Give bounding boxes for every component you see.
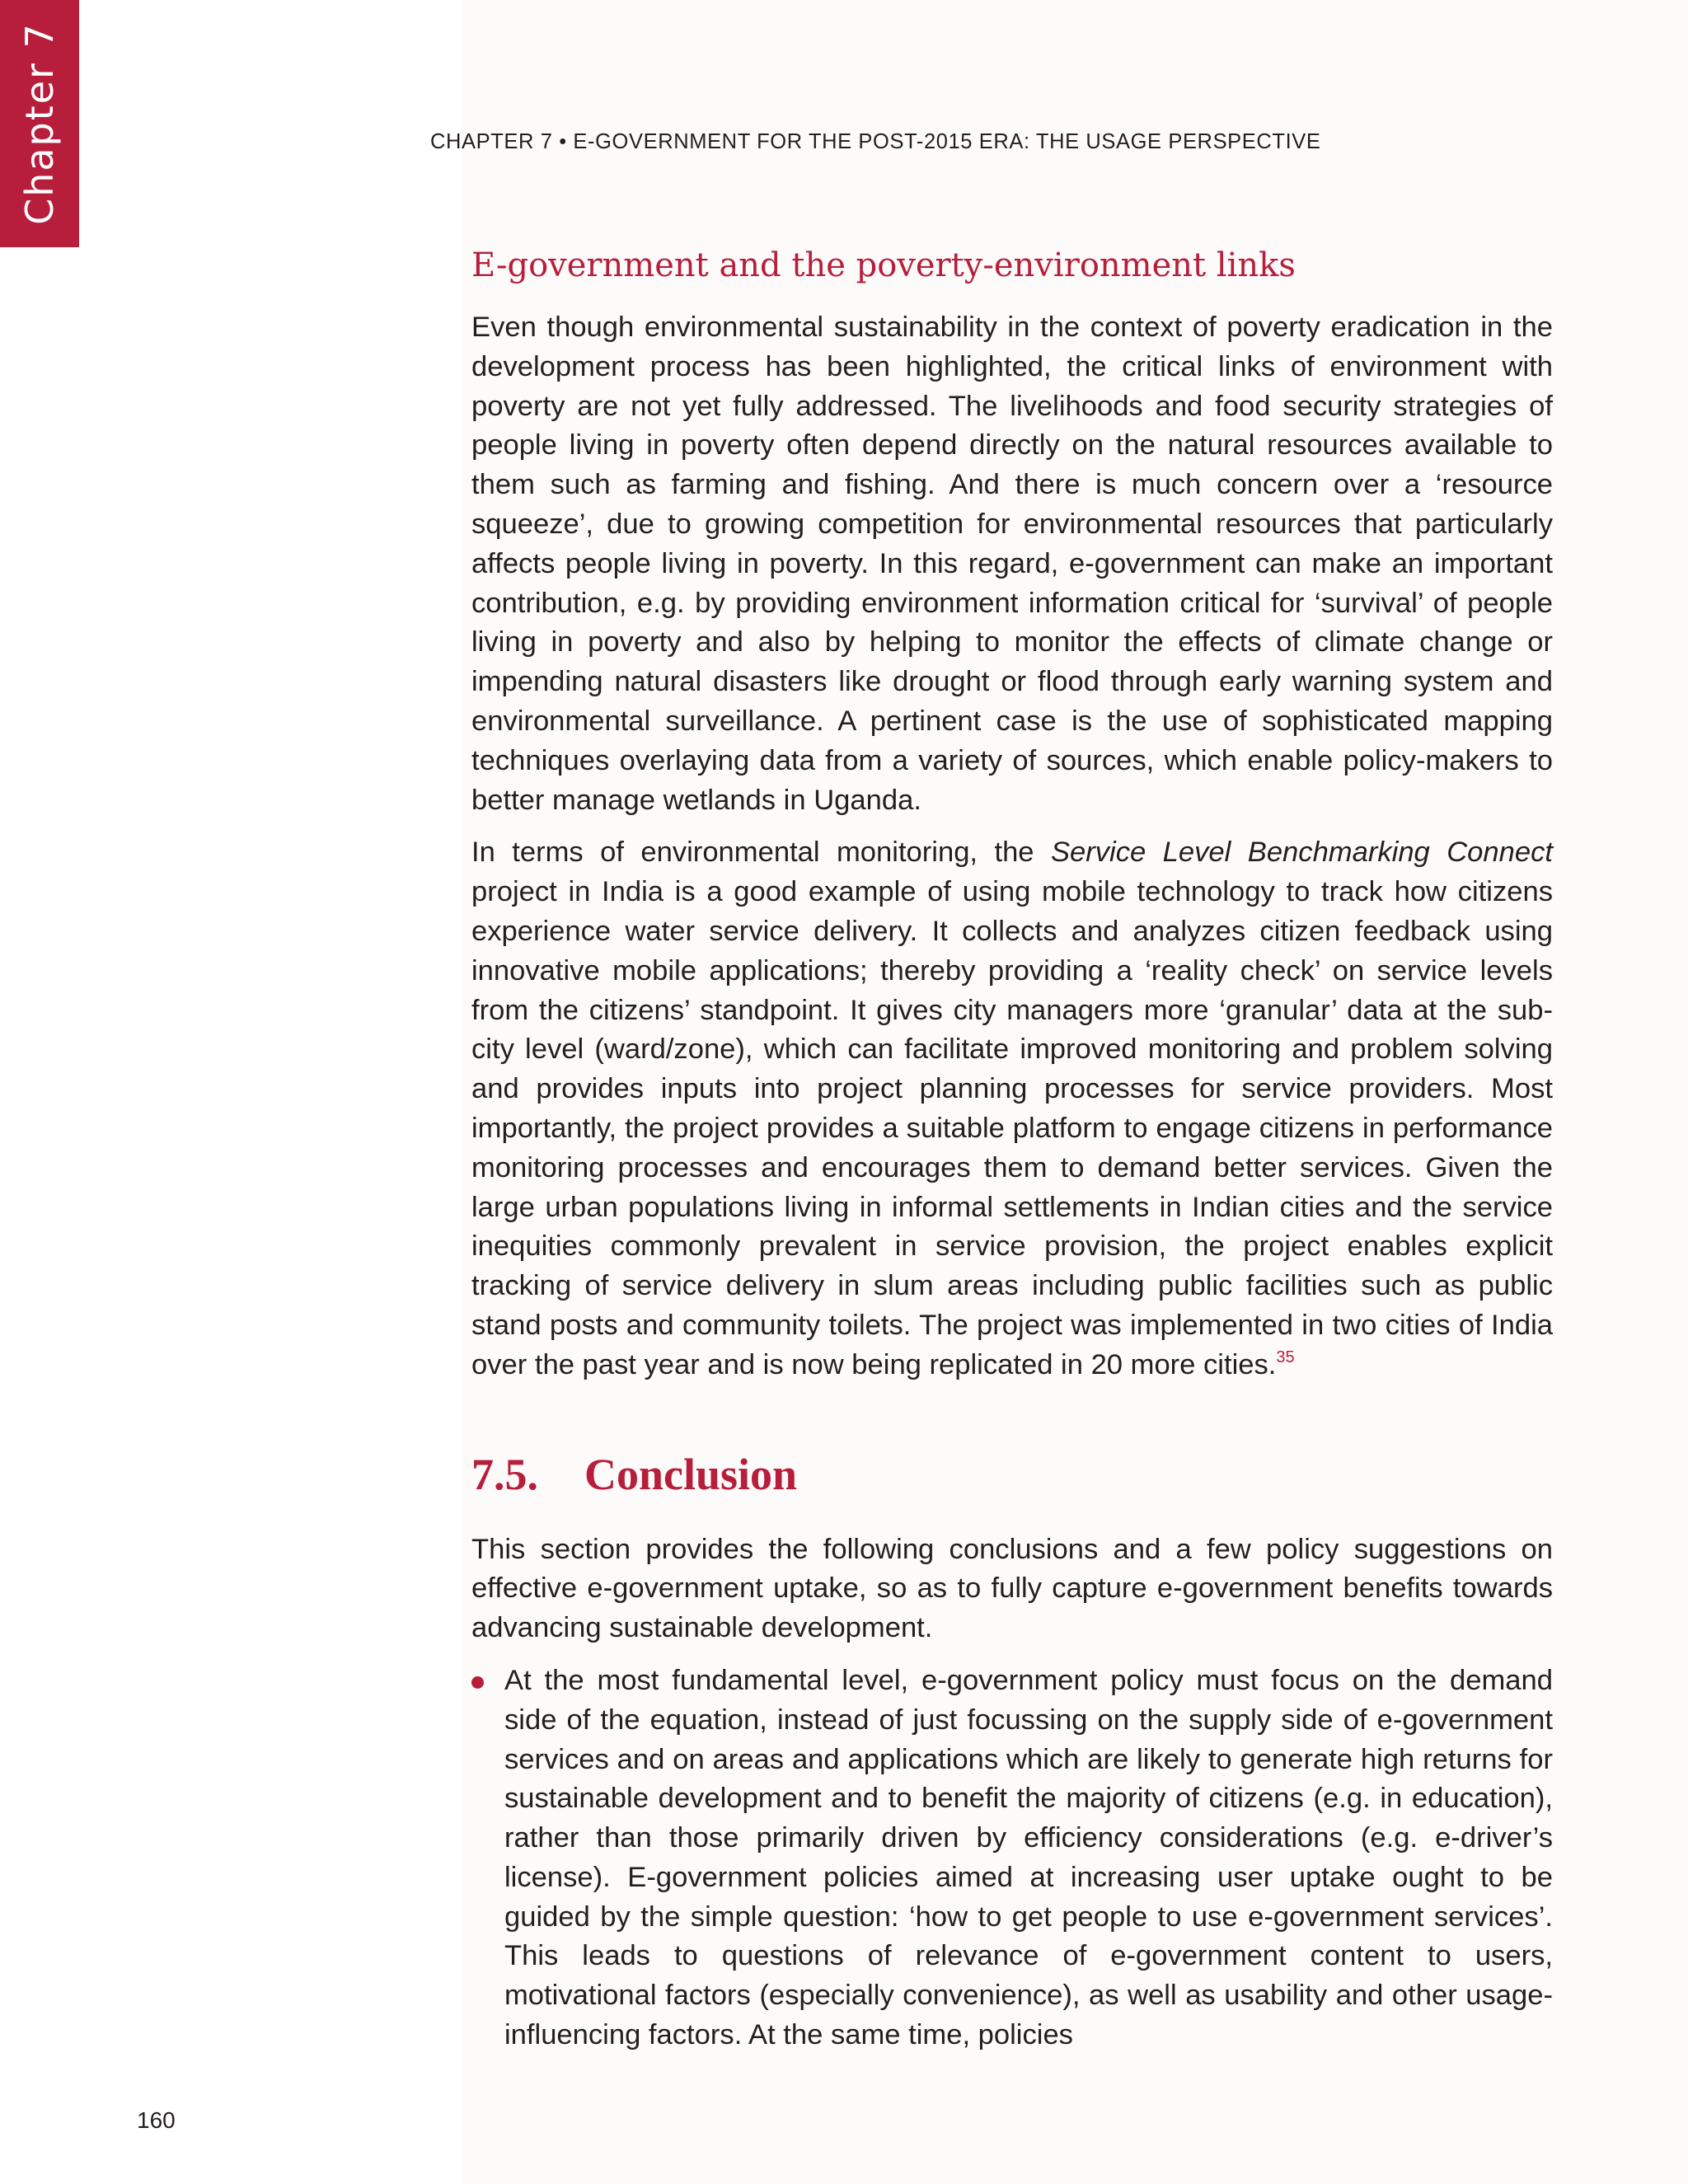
bullet-text: At the most fundamental level, e-government policy must focus on the demand side of the equation, instead of just focussing on the supply side of e-government services and on areas and applications which are likely to generate high returns for sustainable development and to benefit the majority of citizens (e.g. in education), rather than those primarily driven by efficiency considerations (e.g. e-driver’s license). E-government policies aimed at increasing user uptake ought to be guided by the simple question: ‘how to get people to use e-government services’. This leads to questions of relevance of e-government content to users, motivational factors (especially convenience), as well as usability and other usage-influencing factors. At the same time, policies bbox=[504, 1664, 1553, 2051]
section-number: 7.5. bbox=[471, 1449, 538, 1499]
main-content bbox=[471, 241, 1553, 2055]
project-name: Service Level Benchmarking Connect bbox=[1050, 837, 1553, 869]
paragraph-poverty-environment: Even though environmental sustainability in the context of poverty eradication in the development process has been highlighted, the critical links of environment with poverty are not yet fully addressed. The livelihoods and food security strategies of people living in poverty often depend directly on the natural resources available to them such as farming and fishing. And there is much concern over a ‘resource squeeze’, due to growing competition for environmental resources that particularly affects people living in poverty. In this regard, e-government can make an important contribution, e.g. by providing environment information critical for ‘survival’ of people living in poverty and also by helping to monitor the effects of climate change or impending natural disasters like drought or flood through early warning system and environmental surveillance. A pertinent case is the use of sophisticated mapping techniques overlaying data from a variety of sources, which enable policy-makers to better manage wetlands in Uganda. bbox=[471, 312, 1553, 816]
chapter-tab bbox=[0, 0, 79, 247]
left-margin bbox=[0, 0, 462, 2184]
paragraph-lead: In terms of environmental monitoring, the bbox=[471, 837, 1051, 869]
paragraph-conclusion-intro: This section provides the following conclusions and a few policy suggestions on effective e-government uptake, so as to fully capture e-government benefits towards advancing sustainable development. bbox=[471, 1533, 1553, 1644]
bullet-icon bbox=[471, 1676, 484, 1689]
conclusion-bullet-list bbox=[471, 1661, 1553, 2055]
list-item bbox=[471, 1661, 1553, 2055]
paragraph-environmental-monitoring bbox=[471, 833, 1553, 1385]
chapter-tab-label: Chapter 7 bbox=[17, 22, 62, 225]
running-header: CHAPTER 7 • E-GOVERNMENT FOR THE POST-2015 ERA: THE USAGE PERSPECTIVE bbox=[430, 130, 1321, 153]
paragraph-rest: project in India is a good example of using mobile technology to track how citizens experience water service delivery. It collects and analyzes citizen feedback using innovative mobile applications; thereby providing a ‘reality check’ on service levels from the citizens’ standpoint. It gives city managers more ‘granular’ data at the sub-city level (ward/zone), which can facilitate improved monitoring and problem solving and provides inputs into project planning processes for service providers. Most importantly, the project provides a suitable platform to engage citizens in performance monitoring processes and encourages them to demand better services. Given the large urban populations living in informal settlements in Indian cities and the service inequities commonly prevalent in service provision, the project enables explicit tracking of service delivery in slum areas including public facilities such as public stand posts and community toilets. The project was implemented in two cities of India over the past year and is now being replicated in 20 more cities. bbox=[471, 876, 1553, 1380]
section-title: Conclusion bbox=[584, 1449, 798, 1499]
footnote-reference[interactable]: 35 bbox=[1276, 1347, 1295, 1366]
subheading: E-government and the poverty-environment links bbox=[471, 246, 1296, 284]
section-heading bbox=[471, 1450, 1553, 1499]
page-number: 160 bbox=[137, 2107, 176, 2133]
